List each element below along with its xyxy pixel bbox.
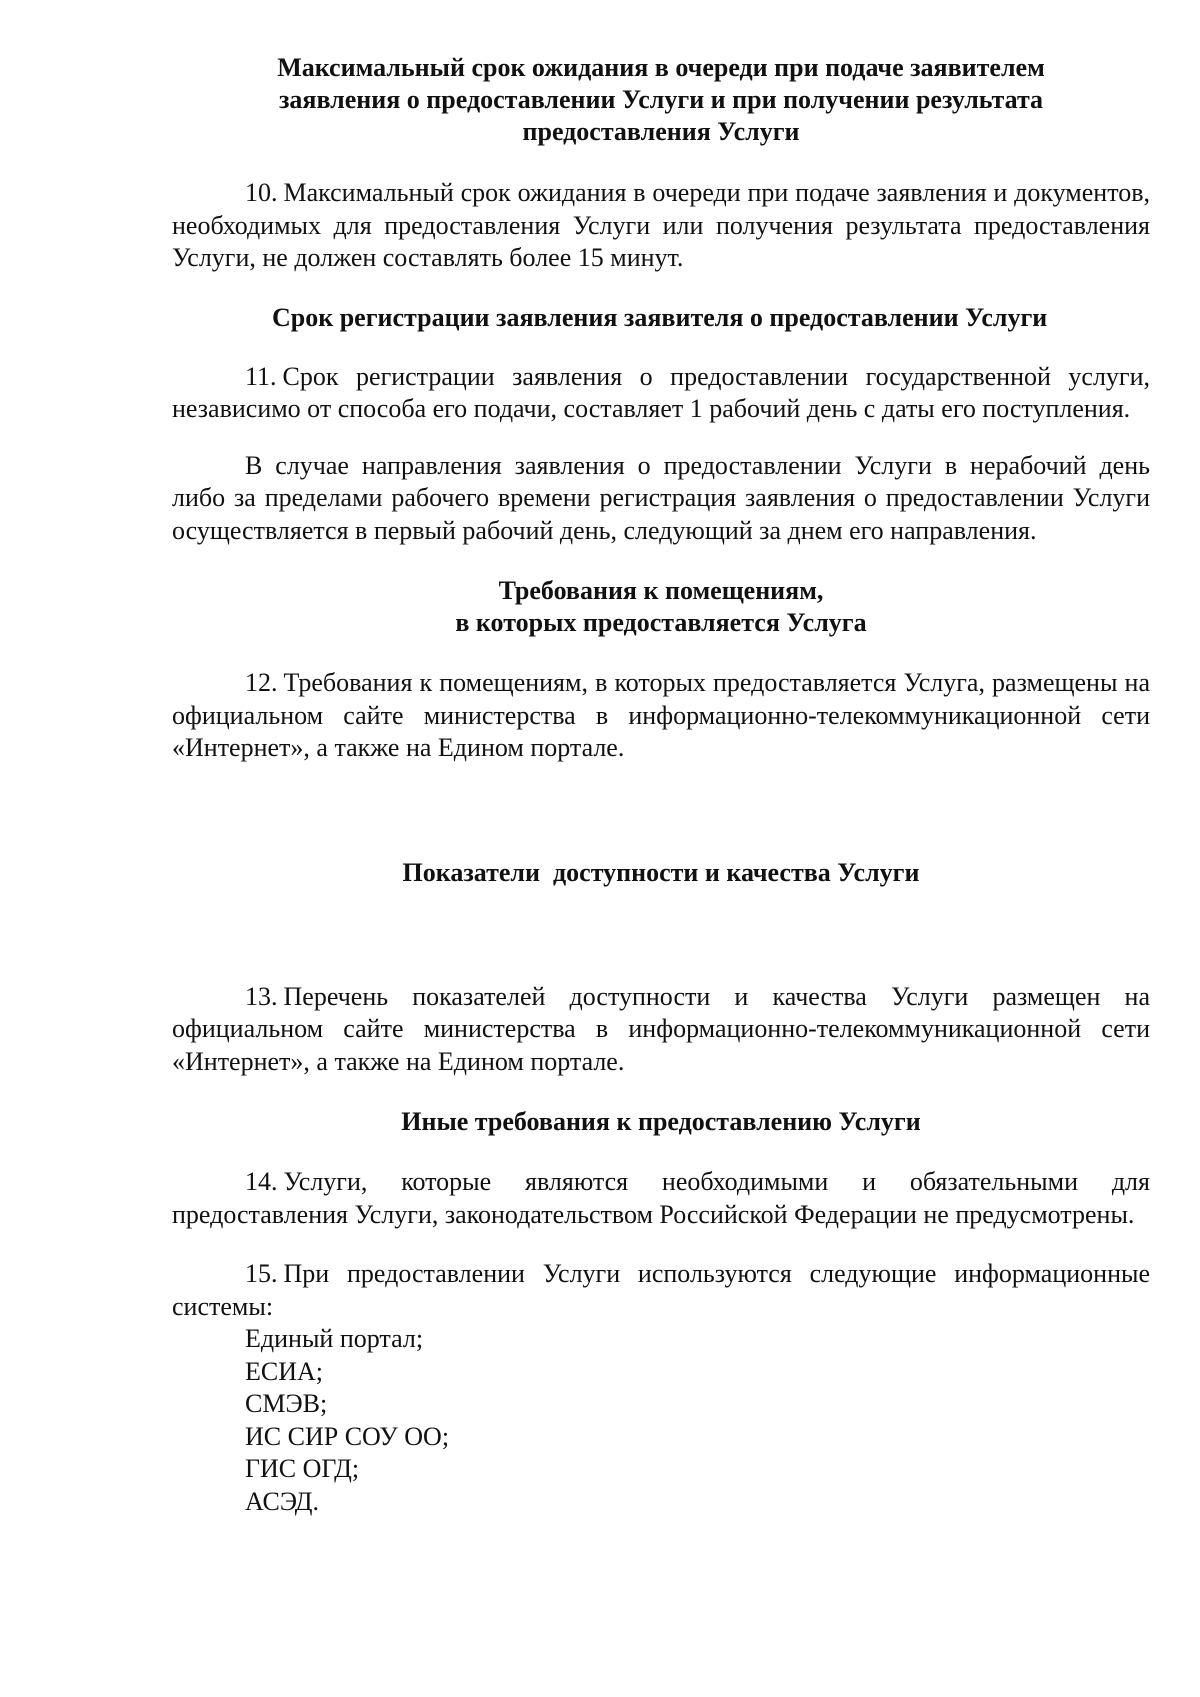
heading-line: Срок регистрации заявления заявителя о предоставлении Услуги — [272, 302, 1048, 332]
paragraph-text: Услуги, которые являются необходимыми и обязательными для предоставления Услуги, законодательством Российской Федерации не предусмотрены. — [172, 1167, 1150, 1229]
section-heading-other-requirements — [172, 1106, 1150, 1138]
list-item: ИС СИР СОУ ОО; — [245, 1421, 450, 1451]
heading-line: в которых предоставляется Услуга — [455, 608, 867, 637]
paragraph-10 — [172, 177, 1150, 275]
list-item: ГИС ОГД; — [245, 1454, 360, 1483]
paragraph-text: Перечень показателей доступности и качества Услуги размещен на официальном сайте министерства в информационно-телекоммуникационной сети «Интернет», а также на Едином портале. — [172, 981, 1150, 1076]
paragraph-number: 10. — [245, 178, 278, 207]
paragraph-text: Требования к помещениям, в которых предоставляется Услуга, размещены на официальном сайте министерства в информационно-телекоммуникационной сети «Интернет», а также на Едином портале. — [172, 668, 1150, 762]
heading-line: Показатели доступности и качества Услуги — [402, 857, 920, 887]
document-page — [172, 52, 1150, 1518]
section-heading-availability — [172, 793, 1150, 953]
information-systems-list — [172, 1323, 1150, 1518]
paragraph-14 — [172, 1166, 1150, 1231]
list-item: СМЭВ; — [245, 1389, 328, 1418]
heading-line: Максимальный срок ожидания в очереди при подаче заявителем — [277, 53, 1045, 82]
paragraph-11 — [172, 361, 1150, 426]
paragraph-number: 14. — [245, 1167, 278, 1196]
heading-line: заявления о предоставлении Услуги и при получении результата — [278, 85, 1044, 114]
paragraph-13 — [172, 981, 1150, 1079]
paragraph-text: В случае направления заявления о предоставлении Услуги в нерабочий день либо за пределами рабочего времени регистрация заявления о предоставлении Услуги осуществляется в первый рабочий день, следующий за днем его направления. — [172, 450, 1150, 545]
heading-line: Требования к помещениям, — [498, 576, 824, 605]
paragraph-text: Срок регистрации заявления о предоставлении государственной услуги, независимо от способа его подачи, составляет 1 рабочий день с даты его поступления. — [172, 361, 1150, 423]
paragraph-15 — [172, 1258, 1150, 1323]
paragraph-number: 13. — [245, 981, 278, 1011]
section-heading-premises — [172, 575, 1150, 639]
heading-line: предоставления Услуги — [522, 117, 800, 146]
paragraph-11-note — [172, 450, 1150, 548]
list-item: Единый портал; — [245, 1324, 424, 1353]
section-heading-registration-term — [172, 302, 1150, 334]
paragraph-number: 11. — [245, 361, 277, 391]
paragraph-number: 15. — [245, 1259, 278, 1288]
paragraph-number: 12. — [245, 668, 278, 697]
paragraph-12 — [172, 667, 1150, 765]
heading-line: Иные требования к предоставлению Услуги — [401, 1107, 921, 1136]
list-item: АСЭД. — [245, 1486, 320, 1516]
list-item: ЕСИА; — [245, 1356, 323, 1386]
paragraph-text: При предоставлении Услуги используются следующие информационные системы: — [172, 1259, 1150, 1321]
section-heading-queue-time — [172, 52, 1150, 148]
paragraph-text: Максимальный срок ожидания в очереди при подаче заявления и документов, необходимых для предоставления Услуги или получения результата предоставления Услуги, не должен составлять более 15 минут. — [172, 178, 1150, 272]
